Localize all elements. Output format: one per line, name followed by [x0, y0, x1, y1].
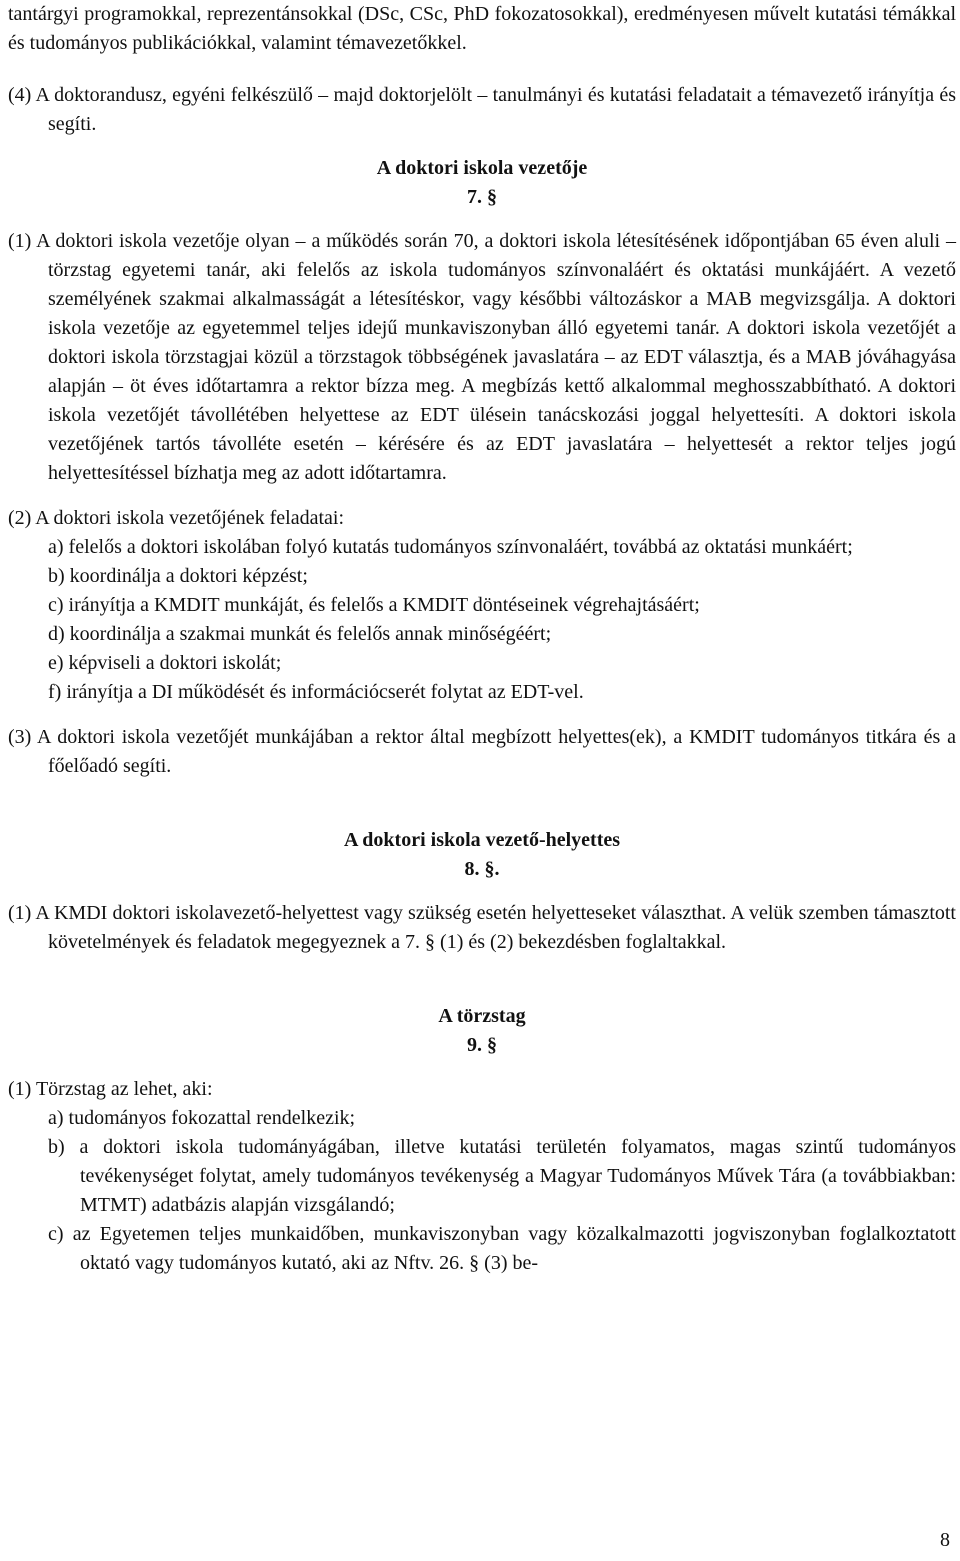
- list-item: b) koordinálja a doktori képzést;: [48, 565, 308, 587]
- list-item: d) koordinálja a szakmai munkát és felelős annak minőségéért;: [48, 623, 552, 645]
- section-7-paragraph-1: (1) A doktori iskola vezetője olyan – a működés során 70, a doktori iskola létesítésének időpontjában 65 éven aluli – törzstag egyetemi tanár, aki felelős az iskola tudományos színvonaláért és oktatási munkájáért. A vezető személyének szakmai alkalmasságát a létesítéskor, vagy későbbi változáskor a MAB megvizsgálja. A doktori iskola vezetője az egyetemmel teljes idejű munkaviszonyban álló egyetemi tanár. A doktori iskola vezetőjét a doktori iskola törzstagjai közül a törzstagok többségének javaslatára – az EDT választja, és a MAB jóváhagyása alapján – öt éves időtartamra a rektor bízza meg. A megbízás kettő alkalommal meghosszabbítható. A doktori iskola vezetőjét távollétében helyettese az EDT ülésein tanácskozási joggal helyettesíti. A doktori iskola vezetőjének tartós távolléte esetén – kérésére és az EDT javaslatára – helyettesét a rektor teljes jogú helyettesítéssel bízhatja meg az adott időtartamra.: [8, 230, 956, 484]
- list-item: b) a doktori iskola tudományágában, illetve kutatási területén folyamatos, magas szintű tudományos tevékenységet folytat, amely tudományos tevékenység a Magyar Tudományos Művek Tára (a továbbiakban: MTMT) adatbázis alapján vizsgálandó;: [48, 1136, 956, 1216]
- section-7-heading: A doktori iskola vezetője: [376, 157, 588, 179]
- paragraph-4: (4) A doktorandusz, egyéni felkészülő – majd doktorjelölt – tanulmányi és kutatási feladatait a témavezető irányítja és segíti.: [8, 84, 956, 135]
- section-9-heading: A törzstag: [438, 1005, 526, 1027]
- page-number: 8: [940, 1529, 950, 1551]
- section-8-paragraph-1: (1) A KMDI doktori iskolavezető-helyettest vagy szükség esetén helyetteseket választhat. A velük szemben támasztott követelmények és feladatok megegyeznek a 7. § (1) és (2) bekezdésben foglaltakkal.: [8, 902, 956, 953]
- section-7-task-list: [8, 533, 956, 707]
- section-9-number: 9. §: [467, 1034, 497, 1056]
- section-8-heading: A doktori iskola vezető-helyettes: [343, 829, 621, 851]
- list-item: f) irányítja a DI működését és információcserét folytat az EDT-vel.: [48, 681, 584, 703]
- list-item: c) az Egyetemen teljes munkaidőben, munkaviszonyban vagy közalkalmazotti jogviszonyban foglalkoztatott oktató vagy tudományos kutató, aki az Nftv. 26. § (3) be-: [48, 1223, 956, 1274]
- document-content: [8, 0, 956, 1278]
- list-item: e) képviseli a doktori iskolát;: [48, 652, 282, 674]
- section-9-paragraph-1-intro: (1) Törzstag az lehet, aki:: [8, 1078, 213, 1100]
- section-9-criteria-list: [8, 1104, 956, 1278]
- paragraph-continuation: tantárgyi programokkal, reprezentánsokkal (DSc, CSc, PhD fokozatosokkal), eredményesen művelt kutatási témákkal és tudományos publikációkkal, valamint témavezetőkkel.: [8, 3, 956, 54]
- list-item: c) irányítja a KMDIT munkáját, és felelős a KMDIT döntéseinek végrehajtásáért;: [48, 594, 700, 616]
- list-item: a) tudományos fokozattal rendelkezik;: [48, 1107, 356, 1129]
- list-item: a) felelős a doktori iskolában folyó kutatás tudományos színvonaláért, továbbá az oktatási munkáért;: [48, 536, 853, 558]
- section-7-paragraph-3: (3) A doktori iskola vezetőjét munkájában a rektor által megbízott helyettes(ek), a KMDIT tudományos titkára és a főelőadó segíti.: [8, 726, 956, 777]
- section-7-number: 7. §: [467, 186, 497, 208]
- section-7-paragraph-2-intro: (2) A doktori iskola vezetőjének feladatai:: [8, 507, 344, 529]
- section-8-number: 8. §.: [464, 858, 500, 880]
